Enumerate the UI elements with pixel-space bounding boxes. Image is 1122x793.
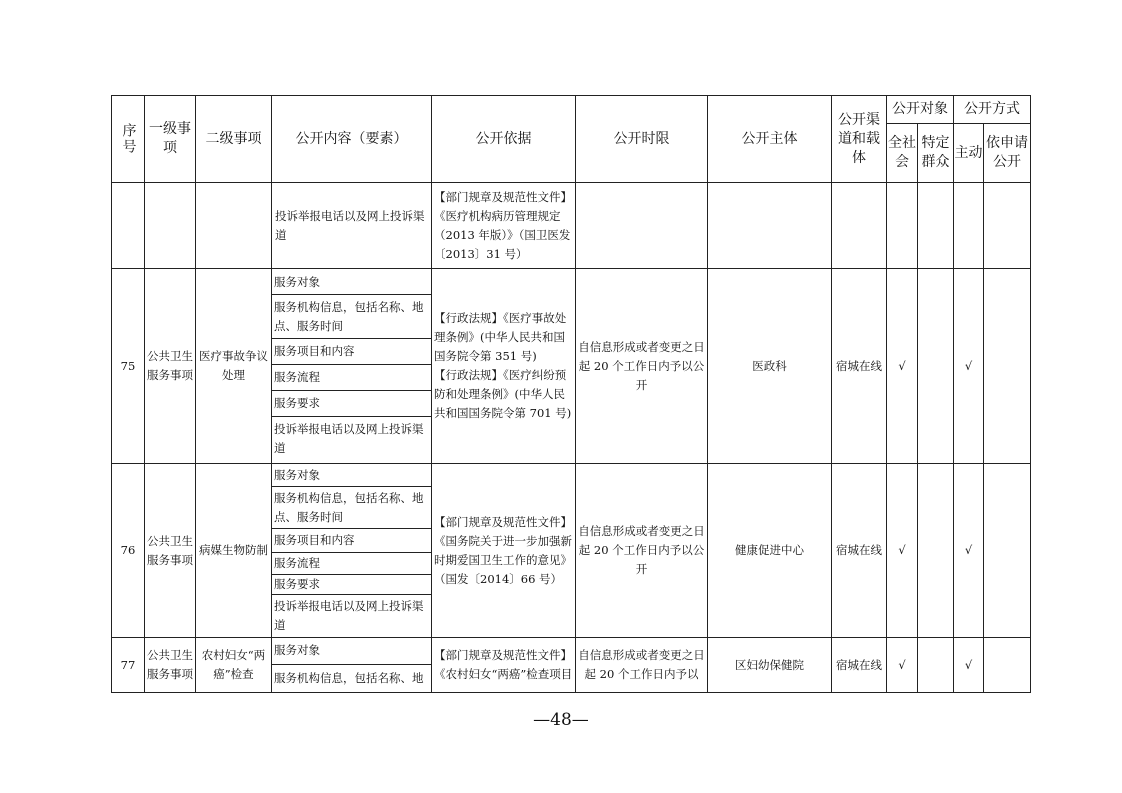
- cell-content: [272, 638, 432, 693]
- header-target-specific: 特定群众: [918, 124, 954, 183]
- cell-level2: 病媒生物防制: [196, 464, 272, 638]
- content-item: 服务流程: [272, 365, 431, 391]
- content-item: 投诉举报电话以及网上投诉渠道: [272, 595, 431, 637]
- cell-level2: 农村妇女“两癌”检查: [196, 638, 272, 693]
- cell-channel: 宿城在线: [832, 638, 887, 693]
- cell-target-all: √: [887, 464, 918, 638]
- cell-time-limit: 自信息形成或者变更之日起 20 个工作日内予以公开: [576, 464, 708, 638]
- header-level2: 二级事项: [196, 96, 272, 183]
- content-item: 投诉举报电话以及网上投诉渠道: [272, 417, 431, 461]
- content-item: 服务对象: [274, 275, 320, 290]
- content-item: 服务机构信息，包括名称、地点、服务时间: [272, 487, 431, 529]
- cell-mode-request: [984, 464, 1031, 638]
- cell-mode-active: √: [954, 269, 984, 464]
- cell-target-specific: [918, 638, 954, 693]
- cell-time-limit: [576, 183, 708, 269]
- cell-mode-active: [954, 183, 984, 269]
- cell-subject: 医政科: [708, 269, 832, 464]
- content-item: 服务要求: [272, 391, 431, 417]
- cell-basis: 【行政法规】《医疗事故处理条例》(中华人民共和国国务院令第 351 号) 【行政法规】《医疗纠纷预防和处理条例》(中华人民共和国国务院令第 701 号): [432, 269, 576, 464]
- content-item: 服务流程: [272, 553, 431, 575]
- cell-subject: [708, 183, 832, 269]
- content-item: 服务项目和内容: [272, 529, 431, 553]
- header-content: 公开内容（要素）: [272, 96, 432, 183]
- cell-level1: 公共卫生服务事项: [145, 638, 196, 693]
- table-row: [112, 183, 1031, 269]
- header-channel: 公开渠道和载体: [832, 96, 887, 183]
- cell-basis: 【部门规章及规范性文件】《国务院关于进一步加强新时期爱国卫生工作的意见》（国发〔2014〕66 号）: [432, 464, 576, 638]
- header-subject: 公开主体: [708, 96, 832, 183]
- cell-level1: [145, 183, 196, 269]
- cell-seq: 77: [112, 638, 145, 693]
- cell-seq: [112, 183, 145, 269]
- cell-target-specific: [918, 269, 954, 464]
- header-target-group: 公开对象: [887, 96, 954, 124]
- content-item: 服务机构信息，包括名称、地: [272, 664, 431, 692]
- cell-level1: 公共卫生服务事项: [145, 464, 196, 638]
- header-mode-group: 公开方式: [954, 96, 1031, 124]
- cell-level1: 公共卫生服务事项: [145, 269, 196, 464]
- cell-mode-request: [984, 269, 1031, 464]
- cell-mode-active: √: [954, 464, 984, 638]
- header-seq: 序号: [112, 96, 145, 183]
- cell-target-all: [887, 183, 918, 269]
- content-item: 服务机构信息，包括名称、地点、服务时间: [272, 295, 431, 339]
- cell-content: [272, 269, 432, 464]
- cell-target-specific: [918, 464, 954, 638]
- cell-subject: 区妇幼保健院: [708, 638, 832, 693]
- cell-level2: [196, 183, 272, 269]
- cell-mode-request: [984, 183, 1031, 269]
- cell-content: 投诉举报电话以及网上投诉渠道: [272, 183, 432, 269]
- header-level1: 一级事项: [145, 96, 196, 183]
- content-item: 服务对象: [274, 643, 320, 658]
- cell-target-specific: [918, 183, 954, 269]
- cell-mode-active: √: [954, 638, 984, 693]
- cell-basis: 【部门规章及规范性文件】《农村妇女“两癌”检查项目: [432, 638, 576, 693]
- cell-target-all: √: [887, 269, 918, 464]
- header-mode-request: 依申请公开: [984, 124, 1031, 183]
- cell-channel: 宿城在线: [832, 464, 887, 638]
- table-row: [112, 269, 1031, 464]
- cell-seq: 76: [112, 464, 145, 638]
- content-item: 服务要求: [272, 575, 431, 595]
- cell-mode-request: [984, 638, 1031, 693]
- header-mode-active: 主动: [954, 124, 984, 183]
- header-time-limit: 公开时限: [576, 96, 708, 183]
- table-row: [112, 464, 1031, 638]
- cell-target-all: √: [887, 638, 918, 693]
- cell-channel: [832, 183, 887, 269]
- disclosure-table: [111, 95, 1031, 693]
- cell-seq: 75: [112, 269, 145, 464]
- cell-subject: 健康促进中心: [708, 464, 832, 638]
- cell-time-limit: 自信息形成或者变更之日起 20 个工作日内予以公开: [576, 269, 708, 464]
- cell-level2: 医疗事故争议处理: [196, 269, 272, 464]
- cell-channel: 宿城在线: [832, 269, 887, 464]
- header-basis: 公开依据: [432, 96, 576, 183]
- content-item: 服务项目和内容: [272, 339, 431, 365]
- cell-time-limit: 自信息形成或者变更之日起 20 个工作日内予以: [576, 638, 708, 693]
- header-target-all: 全社会: [887, 124, 918, 183]
- page-number: —48—: [533, 710, 589, 730]
- cell-basis: 【部门规章及规范性文件】《医疗机构病历管理规定（2013 年版）》（国卫医发〔2013〕31 号）: [432, 183, 576, 269]
- cell-content: [272, 464, 432, 638]
- content-item: 服务对象: [274, 467, 320, 482]
- table-row: [112, 638, 1031, 693]
